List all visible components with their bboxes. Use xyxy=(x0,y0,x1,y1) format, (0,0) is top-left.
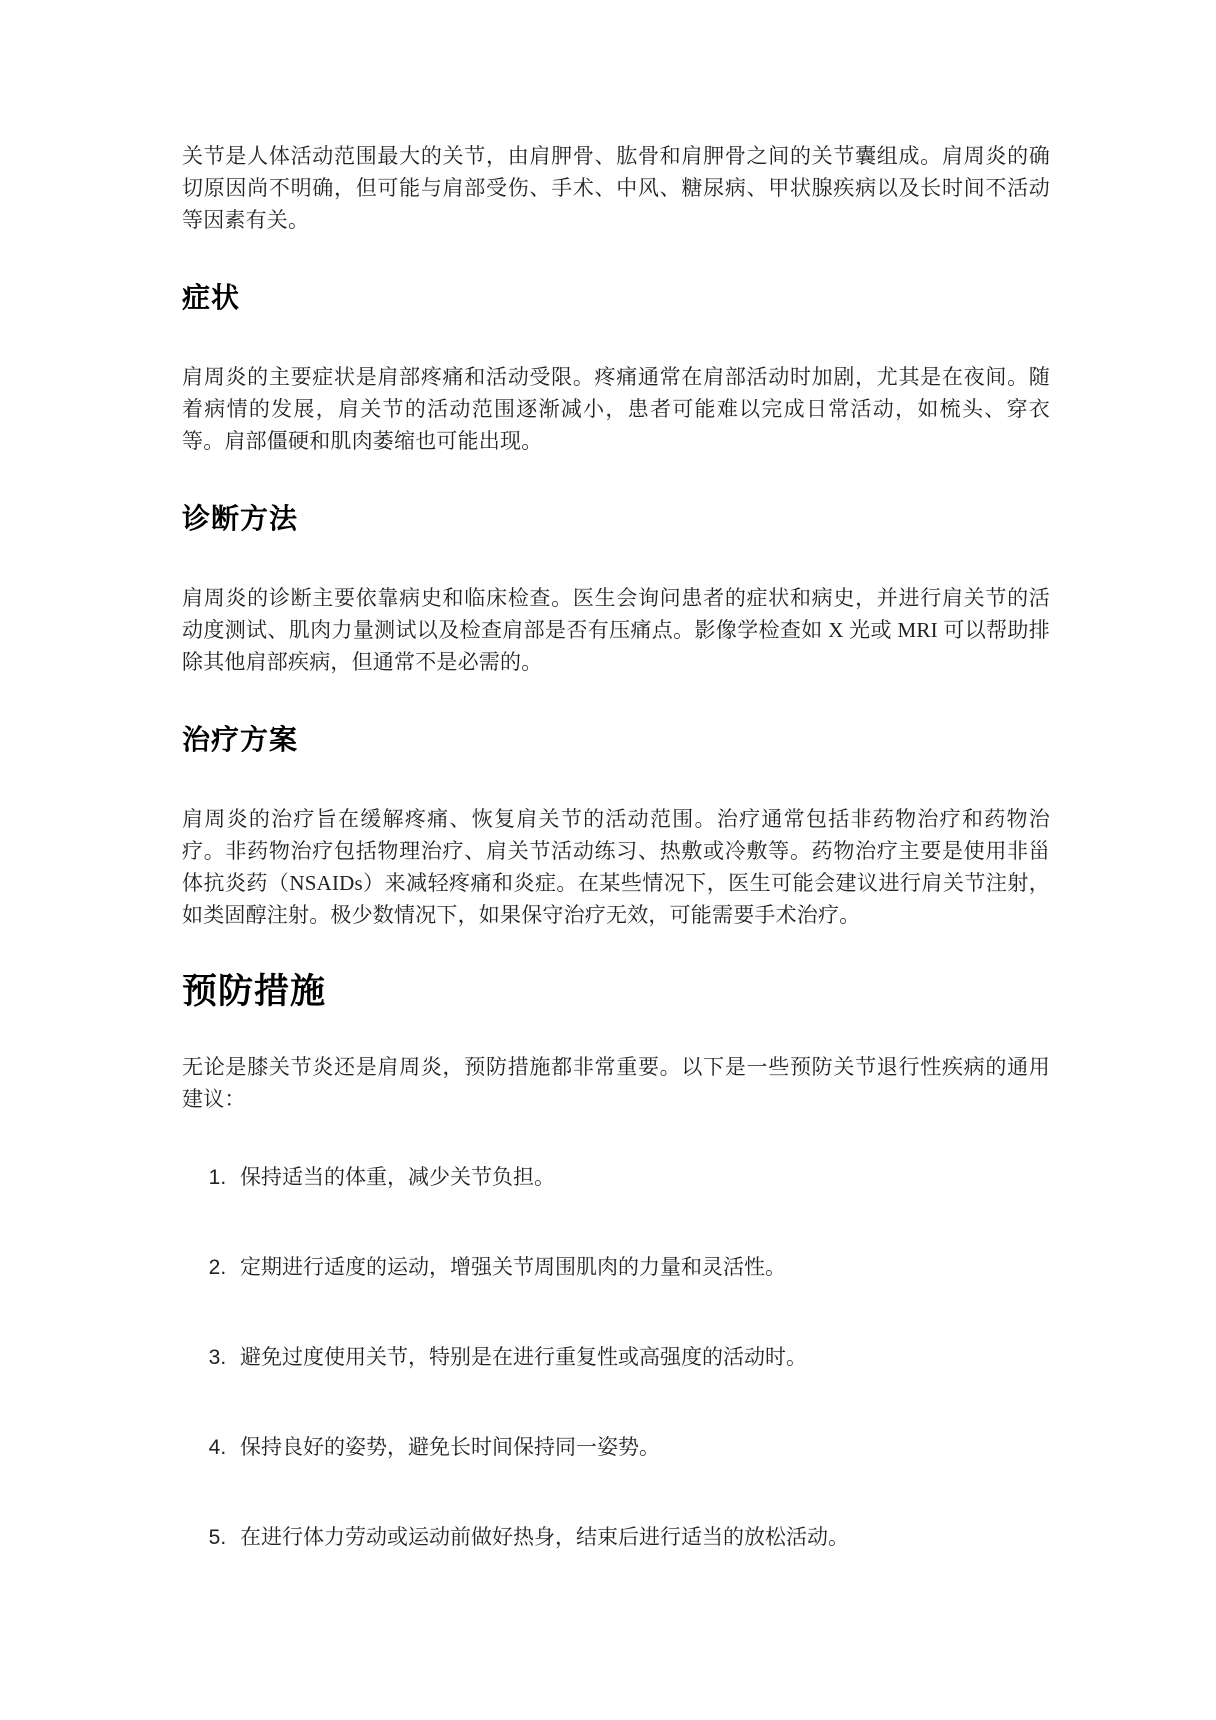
treatment-paragraph: 肩周炎的治疗旨在缓解疼痛、恢复肩关节的活动范围。治疗通常包括非药物治疗和药物治疗。非药物治疗包括物理治疗、肩关节活动练习、热敷或冷敷等。药物治疗主要是使用非甾体抗炎药（NSAIDs）来减轻疼痛和炎症。在某些情况下，医生可能会建议进行肩关节注射，如类固醇注射。极少数情况下，如果保守治疗无效，可能需要手术治疗。 xyxy=(182,807,1050,927)
diagnosis-paragraph: 肩周炎的诊断主要依靠病史和临床检查。医生会询问患者的症状和病史，并进行肩关节的活动度测试、肌肉力量测试以及检查肩部是否有压痛点。影像学检查如 X 光或 MRI 可以帮助排除其他肩部疾病，但通常不是必需的。 xyxy=(182,586,1050,674)
list-item: 4. 保持良好的姿势，避免长时间保持同一姿势。 xyxy=(232,1431,1050,1463)
intro-paragraph: 关节是人体活动范围最大的关节，由肩胛骨、肱骨和肩胛骨之间的关节囊组成。肩周炎的确切原因尚不明确，但可能与肩部受伤、手术、中风、糖尿病、甲状腺疾病以及长时间不活动等因素有关。 xyxy=(182,144,1050,232)
symptoms-paragraph: 肩周炎的主要症状是肩部疼痛和活动受限。疼痛通常在肩部活动时加剧，尤其是在夜间。随着病情的发展，肩关节的活动范围逐渐减小，患者可能难以完成日常活动，如梳头、穿衣等。肩部僵硬和肌肉萎缩也可能出现。 xyxy=(182,365,1050,453)
prevention-intro-paragraph: 无论是膝关节炎还是肩周炎，预防措施都非常重要。以下是一些预防关节退行性疾病的通用建议： xyxy=(182,1055,1050,1111)
list-item: 2. 定期进行适度的运动，增强关节周围肌肉的力量和灵活性。 xyxy=(232,1251,1050,1283)
list-item: 5. 在进行体力劳动或运动前做好热身，结束后进行适当的放松活动。 xyxy=(232,1521,1050,1553)
list-item: 1. 保持适当的体重，减少关节负担。 xyxy=(232,1161,1050,1193)
prevention-list xyxy=(182,1161,1050,1553)
section-heading-symptoms: 症状 xyxy=(182,282,241,313)
section-heading-treatment: 治疗方案 xyxy=(182,724,299,755)
section-heading-prevention: 预防措施 xyxy=(182,972,327,1011)
list-item: 3. 避免过度使用关节，特别是在进行重复性或高强度的活动时。 xyxy=(232,1341,1050,1373)
section-heading-diagnosis: 诊断方法 xyxy=(182,503,299,534)
